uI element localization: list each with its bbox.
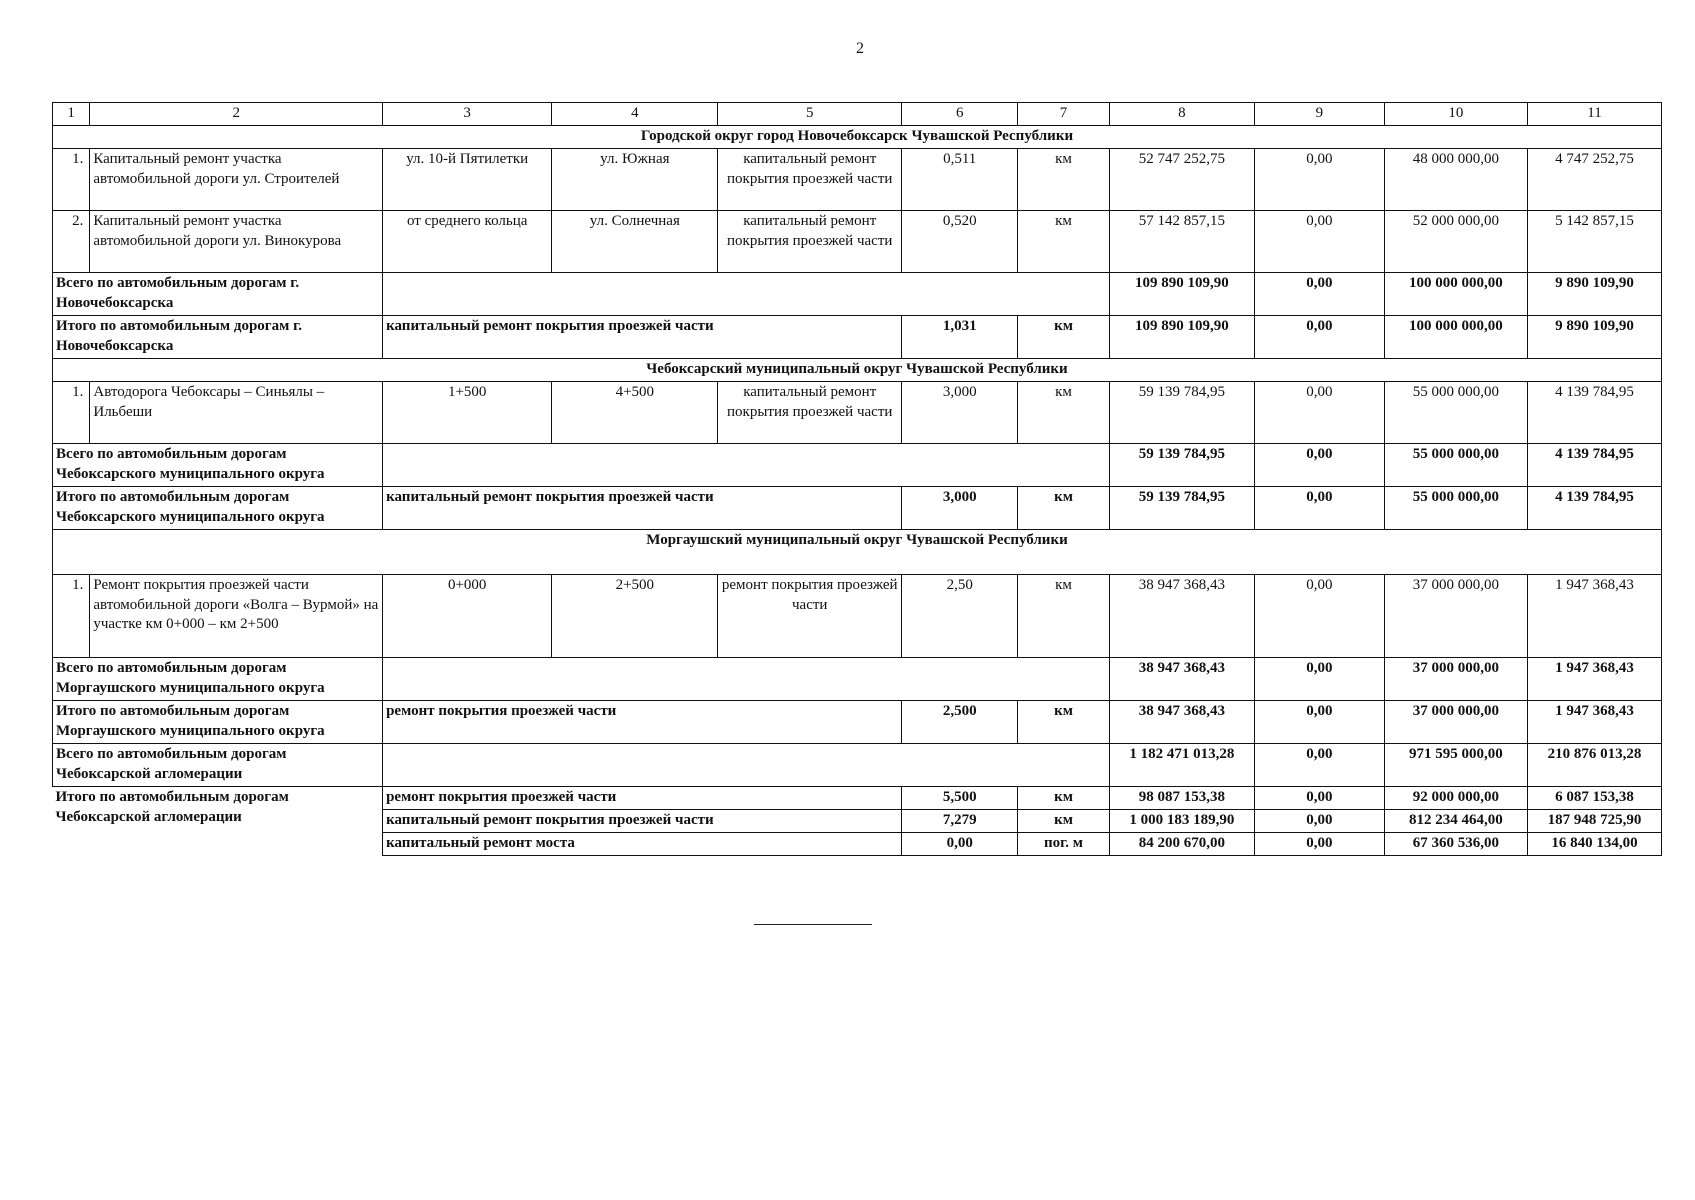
amount-col-11: 5 142 857,15 [1528, 211, 1662, 273]
unit: км [1018, 316, 1109, 359]
section-heading [53, 359, 1662, 382]
unit: пог. м [1018, 833, 1109, 856]
section-heading [53, 530, 1662, 553]
amount-col-11: 9 890 109,90 [1528, 273, 1662, 316]
row-number: 1. [53, 149, 90, 211]
amount-col-9: 0,00 [1255, 316, 1385, 359]
amount-col-11: 210 876 013,28 [1528, 744, 1662, 787]
section-start: ул. 10-й Пятилетки [383, 149, 552, 211]
empty-cell [383, 273, 1110, 316]
amount-total: 38 947 368,43 [1109, 658, 1254, 701]
column-number: 4 [552, 103, 718, 126]
amount-col-10: 37 000 000,00 [1384, 575, 1527, 658]
total-row [53, 701, 1662, 744]
amount-col-11: 187 948 725,90 [1528, 810, 1662, 833]
amount-col-10: 812 234 464,00 [1384, 810, 1527, 833]
road-name: Ремонт покрытия проезжей части автомобильной дороги «Волга – Вурмой» на участке км 0+000 – км 2+500 [90, 575, 383, 658]
column-number: 6 [902, 103, 1018, 126]
column-number: 1 [53, 103, 90, 126]
section-start: от среднего кольца [383, 211, 552, 273]
work-type: капитальный ремонт покрытия проезжей части [718, 211, 902, 273]
amount-col-11: 4 139 784,95 [1528, 487, 1662, 530]
total-label: Итого по автомобильным дорогам Чебоксарского муниципального округа [53, 487, 383, 530]
length: 2,50 [902, 575, 1018, 658]
section-end: ул. Солнечная [552, 211, 718, 273]
unit: км [1018, 382, 1109, 444]
subtotal-row [53, 658, 1662, 701]
column-number: 8 [1109, 103, 1254, 126]
amount-col-11: 9 890 109,90 [1528, 316, 1662, 359]
section-start: 1+500 [383, 382, 552, 444]
section-heading [53, 126, 1662, 149]
section-title: Городской округ город Новочебоксарск Чувашской Республики [53, 126, 1662, 149]
work-type: капитальный ремонт покрытия проезжей части [718, 382, 902, 444]
table-row [53, 575, 1662, 658]
amount-col-10: 52 000 000,00 [1384, 211, 1527, 273]
section-title: Моргаушский муниципальный округ Чувашской Республики [53, 530, 1662, 553]
amount-col-9: 0,00 [1255, 444, 1385, 487]
spacer-row [53, 552, 1662, 575]
length: 3,000 [902, 487, 1018, 530]
amount-col-9: 0,00 [1255, 382, 1385, 444]
subtotal-row [53, 444, 1662, 487]
subtotal-label: Всего по автомобильным дорогам Моргаушского муниципального округа [53, 658, 383, 701]
amount-total: 98 087 153,38 [1109, 787, 1254, 810]
row-number: 1. [53, 575, 90, 658]
amount-col-10: 67 360 536,00 [1384, 833, 1527, 856]
row-number: 1. [53, 382, 90, 444]
amount-col-11: 4 139 784,95 [1528, 444, 1662, 487]
total-row [53, 316, 1662, 359]
length: 0,520 [902, 211, 1018, 273]
section-end: 4+500 [552, 382, 718, 444]
amount-col-11: 6 087 153,38 [1528, 787, 1662, 810]
work-type: ремонт покрытия проезжей части [383, 787, 902, 810]
amount-total: 59 139 784,95 [1109, 444, 1254, 487]
column-number: 3 [383, 103, 552, 126]
unit: км [1018, 149, 1109, 211]
road-name: Капитальный ремонт участка автомобильной дороги ул. Строителей [90, 149, 383, 211]
amount-total: 38 947 368,43 [1109, 575, 1254, 658]
unit: км [1018, 701, 1109, 744]
empty-cell [383, 744, 1110, 787]
column-number: 5 [718, 103, 902, 126]
amount-total: 38 947 368,43 [1109, 701, 1254, 744]
column-number: 11 [1528, 103, 1662, 126]
amount-col-11: 4 139 784,95 [1528, 382, 1662, 444]
table-row [53, 149, 1662, 211]
work-type: ремонт покрытия проезжей части [718, 575, 902, 658]
table-row [53, 382, 1662, 444]
amount-col-10: 55 000 000,00 [1384, 487, 1527, 530]
amount-col-9: 0,00 [1255, 211, 1385, 273]
section-start: 0+000 [383, 575, 552, 658]
length: 0,511 [902, 149, 1018, 211]
amount-col-9: 0,00 [1255, 701, 1385, 744]
unit: км [1018, 211, 1109, 273]
amount-col-10: 55 000 000,00 [1384, 444, 1527, 487]
road-repair-table [52, 102, 1662, 856]
length: 3,000 [902, 382, 1018, 444]
unit: км [1018, 787, 1109, 810]
column-number: 7 [1018, 103, 1109, 126]
amount-total: 1 182 471 013,28 [1109, 744, 1254, 787]
amount-col-9: 0,00 [1255, 787, 1385, 810]
amount-col-10: 971 595 000,00 [1384, 744, 1527, 787]
column-number-row [53, 103, 1662, 126]
subtotal-label: Всего по автомобильным дорогам Чебоксарского муниципального округа [53, 444, 383, 487]
empty-cell [53, 552, 1662, 575]
amount-col-10: 37 000 000,00 [1384, 658, 1527, 701]
amount-total: 52 747 252,75 [1109, 149, 1254, 211]
amount-col-9: 0,00 [1255, 833, 1385, 856]
work-type: капитальный ремонт покрытия проезжей части [383, 487, 902, 530]
empty-cell [383, 444, 1110, 487]
section-end: 2+500 [552, 575, 718, 658]
length: 2,500 [902, 701, 1018, 744]
subtotal-row [53, 273, 1662, 316]
column-number: 2 [90, 103, 383, 126]
work-type: ремонт покрытия проезжей части [383, 701, 902, 744]
subtotal-label: Всего по автомобильным дорогам г. Новочебоксарска [53, 273, 383, 316]
work-type: капитальный ремонт покрытия проезжей части [718, 149, 902, 211]
column-number: 9 [1255, 103, 1385, 126]
amount-col-10: 37 000 000,00 [1384, 701, 1527, 744]
amount-total: 59 139 784,95 [1109, 382, 1254, 444]
unit: км [1018, 575, 1109, 658]
section-title: Чебоксарский муниципальный округ Чувашской Республики [53, 359, 1662, 382]
agglomeration-subtotal-row [53, 744, 1662, 787]
page-number: 2 [856, 40, 864, 57]
row-number: 2. [53, 211, 90, 273]
subtotal-label: Всего по автомобильным дорогам Чебоксарской агломерации [53, 744, 383, 787]
section-end: ул. Южная [552, 149, 718, 211]
length: 1,031 [902, 316, 1018, 359]
amount-col-11: 16 840 134,00 [1528, 833, 1662, 856]
length: 0,00 [902, 833, 1018, 856]
total-label: Итого по автомобильным дорогам г. Новочебоксарска [53, 316, 383, 359]
road-name: Капитальный ремонт участка автомобильной дороги ул. Винокурова [90, 211, 383, 273]
total-label: Итого по автомобильным дорогам Моргаушского муниципального округа [53, 701, 383, 744]
unit: км [1018, 487, 1109, 530]
amount-col-9: 0,00 [1255, 575, 1385, 658]
amount-col-9: 0,00 [1255, 810, 1385, 833]
total-row [53, 487, 1662, 530]
amount-col-11: 1 947 368,43 [1528, 701, 1662, 744]
amount-col-10: 55 000 000,00 [1384, 382, 1527, 444]
amount-col-10: 100 000 000,00 [1384, 316, 1527, 359]
work-type: капитальный ремонт покрытия проезжей части [383, 316, 902, 359]
length: 5,500 [902, 787, 1018, 810]
amount-total: 57 142 857,15 [1109, 211, 1254, 273]
amount-col-9: 0,00 [1255, 744, 1385, 787]
amount-col-9: 0,00 [1255, 273, 1385, 316]
amount-total: 109 890 109,90 [1109, 273, 1254, 316]
amount-col-10: 48 000 000,00 [1384, 149, 1527, 211]
amount-total: 84 200 670,00 [1109, 833, 1254, 856]
amount-col-11: 4 747 252,75 [1528, 149, 1662, 211]
amount-total: 109 890 109,90 [1109, 316, 1254, 359]
work-type: капитальный ремонт покрытия проезжей части [383, 810, 902, 833]
amount-col-11: 1 947 368,43 [1528, 658, 1662, 701]
amount-total: 59 139 784,95 [1109, 487, 1254, 530]
amount-total: 1 000 183 189,90 [1109, 810, 1254, 833]
agglomeration-total-row [53, 787, 1662, 810]
column-number: 10 [1384, 103, 1527, 126]
amount-col-10: 92 000 000,00 [1384, 787, 1527, 810]
amount-col-11: 1 947 368,43 [1528, 575, 1662, 658]
empty-cell [383, 658, 1110, 701]
amount-col-9: 0,00 [1255, 658, 1385, 701]
road-name: Автодорога Чебоксары – Синьялы – Ильбеши [90, 382, 383, 444]
amount-col-10: 100 000 000,00 [1384, 273, 1527, 316]
work-type: капитальный ремонт моста [383, 833, 902, 856]
length: 7,279 [902, 810, 1018, 833]
unit: км [1018, 810, 1109, 833]
end-rule [754, 924, 872, 925]
total-label: Итого по автомобильным дорогам Чебоксарской агломерации [53, 787, 383, 856]
table-row [53, 211, 1662, 273]
amount-col-9: 0,00 [1255, 487, 1385, 530]
amount-col-9: 0,00 [1255, 149, 1385, 211]
